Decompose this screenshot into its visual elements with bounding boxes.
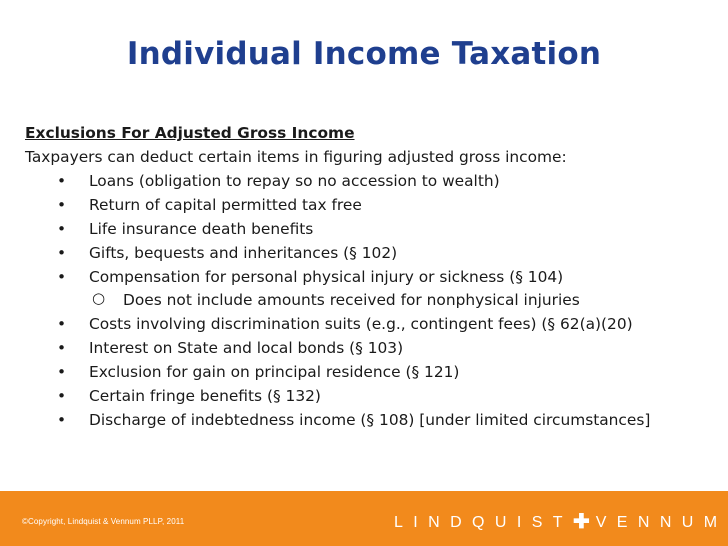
bullet-icon: • [57,196,67,214]
exclusions-list [25,169,715,432]
section-intro: Taxpayers can deduct certain items in figuring adjusted gross income: [25,148,567,166]
footer-bar [0,491,728,546]
bullet-icon: • [57,268,67,286]
bullet-icon: • [57,387,67,405]
bullet-icon: • [57,172,67,190]
company-logo [394,508,727,533]
list-item-text: Costs involving discrimination suits (e.g., contingent fees) (§ 62(a)(20) [89,315,633,333]
circle-bullet-icon: ○ [92,289,106,307]
list-item-text: Loans (obligation to repay so no accession to wealth) [89,172,500,190]
bullet-icon: • [57,411,67,429]
list-item [25,265,715,289]
list-item-text: Discharge of indebtedness income (§ 108) [under limited circumstances] [89,411,651,429]
sub-list-item [25,289,715,312]
list-item-text: Certain fringe benefits (§ 132) [89,387,321,405]
logo-text-right: VENNUM [595,514,728,531]
list-item [25,408,715,432]
list-item-text: Does not include amounts received for nonphysical injuries [123,291,580,309]
copyright-text: ©Copyright, Lindquist & Vennum PLLP, 2011 [22,517,185,526]
bullet-icon: • [57,363,67,381]
logo-text-left: LINDQUIST [394,514,573,531]
list-item-text: Gifts, bequests and inheritances (§ 102) [89,244,398,262]
bullet-icon: • [57,244,67,262]
list-item-text: Exclusion for gain on principal residence (§ 121) [89,363,460,381]
list-item [25,241,715,265]
list-item [25,169,715,193]
list-item [25,217,715,241]
bullet-icon: • [57,339,67,357]
section-heading: Exclusions For Adjusted Gross Income [25,124,355,142]
list-item-text: Life insurance death benefits [89,220,314,238]
list-item [25,384,715,408]
plus-icon: ✚ [572,511,596,533]
list-item [25,193,715,217]
list-item-text: Interest on State and local bonds (§ 103) [89,339,404,357]
bullet-icon: • [57,220,67,238]
slide-title: Individual Income Taxation [126,36,602,72]
list-item [25,360,715,384]
list-item [25,336,715,360]
bullet-icon: • [57,315,67,333]
list-item-text: Return of capital permitted tax free [89,196,362,214]
slide-body [25,121,715,432]
list-item-text: Compensation for personal physical injury or sickness (§ 104) [89,268,564,286]
list-item [25,312,715,336]
